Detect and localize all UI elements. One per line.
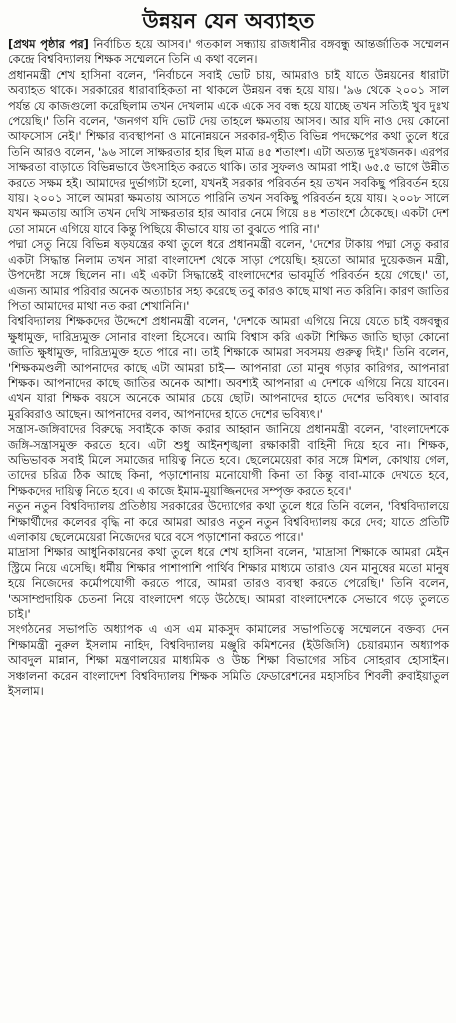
paragraph-4: বিশ্ববিদ্যালয় শিক্ষকদের উদ্দেশে প্রধানমন্ত্রী বলেন, 'দেশকে আমরা এগিয়ে নিয়ে যেতে চাই বঙ্গবন্ধুর ক্ষুধামুক্ত, দারিদ্র্যমুক্ত সোনার বাংলা হিসেবে। আমি বিশ্বাস করি একটা শিক্ষিত জাতি ছাড়া কোনো জাতি ক্ষুধামুক্ত, দারিদ্র্যমুক্ত হতে পারে না। তাই শিক্ষাকে আমরা সবসময় গুরুত্ব দিই।' তিনি বলেন, 'শিক্ষকমণ্ডলী আপনাদের কাছে এটা আমরা চাই— আপনারা তো মানুষ গড়ার কারিগর, আপনারা শিক্ষক। আপনাদের কাছে জাতির অনেক আশা। অবশ্যই আপনারা এ দেশকে এগিয়ে নিয়ে যাবেন। এখন যারা শিক্ষক বয়সে অনেকে আমার চেয়ে ছোট। আপনাদের হাতে দেশের ভবিষ্যৎ। আবার মুরব্বিরাও আছেন। আপনাদের বলব, আপনাদের হাতে দেশের ভবিষ্যৎ।': [8, 314, 449, 421]
paragraph-2: প্রধানমন্ত্রী শেখ হাসিনা বলেন, 'নির্বাচনে সবাই ভোট চায়, আমরাও চাই যাতে উন্নয়নের ধারাটা অব্যাহত থাকে। সরকারের ধারাবাহিকতা না থাকলে উন্নয়ন বন্ধ হয়ে যায়। '৯৬ থেকে ২০০১ সাল পর্যন্ত যে কাজগুলো করেছিলাম তখন দেখলাম একে একে সব বন্ধ হয়ে যাচ্ছে তখন সত্যিই খুব দুঃখ পেয়েছি।' তিনি বলেন, 'জনগণ যদি ভোট দেয় তাহলে ক্ষমতায় আসব। আর যদি নাও দেয় কোনো আফসোস নেই।' শিক্ষার ব্যবস্থাপনা ও মানোন্নয়নে সরকার-গৃহীত বিভিন্ন পদক্ষেপের কথা তুলে ধরে তিনি আরও বলেন, '৯৬ সালে সাক্ষরতার হার ছিল মাত্র ৪৫ শতাংশ। এটা অত্যন্ত দুঃখজনক। এরপর সাক্ষরতা বাড়াতে বিভিন্নভাবে উৎসাহিত করতে থাকি। তার সুফলও আমরা পাই। ৬৫.৫ ভাগে উন্নীত করতে সক্ষম হই। আমাদের দুর্ভাগ্যটা হলো, যখনই সরকার পরিবর্তন হয় তখন সবকিছু পরিবর্তন হয়ে যায়। ২০০১ সালে আমরা ক্ষমতায় আসতে পারিনি তখন সবকিছু পরিবর্তন হয়ে যায়। ২০০৮ সালে যখন ক্ষমতায় আসি তখন দেখি সাক্ষরতার হার আবার নেমে গিয়ে ৪৪ শতাংশে ঠেকেছে। একটা দেশ তো সামনে এগিয়ে যাবে কিন্তু পিছিয়ে কীভাবে যায় তা বুঝতে পারি না।': [8, 67, 450, 236]
article-body: [8, 37, 449, 699]
paragraph-8: সংগঠনের সভাপতি অধ্যাপক এ এস এম মাকসুদ কামালের সভাপতিত্বে সম্মেলনে বক্তব্য দেন শিক্ষামন্ত্রী নুরুল ইসলাম নাহিদ, বিশ্ববিদ্যালয় মঞ্জুরি কমিশনের (ইউজিসি) চেয়ারম্যান অধ্যাপক আবদুল মান্নান, শিক্ষা মন্ত্রণালয়ের মাধ্যমিক ও উচ্চ শিক্ষা বিভাগের সচিব সোহরাব হোসাইন। সঞ্চালনা করেন বাংলাদেশ বিশ্ববিদ্যালয় শিক্ষক সমিতি ফেডারেশনের মহাসচিব শিবলী রুবাইয়াতুল ইসলাম।: [8, 622, 449, 699]
paragraph-5: সন্ত্রাস-জঙ্গিবাদের বিরুদ্ধে সবাইকে কাজ করার আহ্বান জানিয়ে প্রধানমন্ত্রী বলেন, 'বাংলাদেশকে জঙ্গি-সন্ত্রাসমুক্ত করতে হবে। এটা শুধু আইনশৃঙ্খলা রক্ষাকারী বাহিনী দিয়ে হবে না। শিক্ষক, অভিভাবক সবাই মিলে সমাজের দায়িত্ব নিতে হবে। ছেলেমেয়েরা কার সঙ্গে মিশল, কোথায় গেল, তাদের চরিত্র ঠিক আছে কিনা, পড়াশোনায় মনোযোগী কিনা তা কিন্তু বাবা-মাকে দেখতে হবে, শিক্ষকদের দায়িত্ব নিতে হবে। এ কাজে ইমাম-মুয়াজ্জিনদের সম্পৃক্ত করতে হবে।': [8, 422, 449, 498]
paragraph-1-text: নির্বাচিত হয়ে আসব।' গতকাল সন্ধ্যায় রাজধানীর বঙ্গবন্ধু আন্তর্জাতিক সম্মেলন কেন্দ্রে বিশ্ববিদ্যালয় শিক্ষক সম্মেলনে তিনি এ কথা বলেন।: [8, 37, 449, 67]
paragraph-3: পদ্মা সেতু নিয়ে বিভিন্ন ষড়যন্ত্রের কথা তুলে ধরে প্রধানমন্ত্রী বলেন, 'দেশের টাকায় পদ্মা সেতু করার একটা সিদ্ধান্ত নিলাম তখন সারা বাংলাদেশ থেকে সাড়া পেয়েছি। হয়তো আমার দুয়েকজন মন্ত্রী, উপদেষ্টা সঙ্গে ছিলেন না। এই একটা সিদ্ধান্তেই বাংলাদেশের ভাবমূর্তি পরিবর্তন হয়ে গেছে।' তা, এজন্য আমার পরিবার অনেক অত্যাচার সহ্য করেছে তবু কারও কাছে মাথা নত করিনি। কারণ জাতির পিতা আমাদের মাথা নত করা শেখানিনি।': [8, 237, 449, 313]
article-headline: উন্নয়ন যেন অব্যাহত: [142, 9, 315, 33]
paragraph-6: নতুন নতুন বিশ্ববিদ্যালয় প্রতিষ্ঠায় সরকারের উদ্যোগের কথা তুলে ধরে তিনি বলেন, 'বিশ্ববিদ্যালয়ে শিক্ষার্থীদের কলেবর বৃদ্ধি না করে আমরা আরও নতুন নতুন বিশ্ববিদ্যালয় করে দেব; যাতে প্রতিটি এলাকায় ছেলেমেয়েরা নিজেদের ঘরে বসে পড়াশোনা করতে পারে।': [8, 499, 449, 544]
paragraph-7: মাদ্রাসা শিক্ষার আধুনিকায়নের কথা তুলে ধরে শেখ হাসিনা বলেন, 'মাদ্রাসা শিক্ষাকে আমরা মেইন স্ট্রিমে নিয়ে এসেছি। ধর্মীয় শিক্ষার পাশাপাশি পার্থিব শিক্ষার মাধ্যমে তারাও যেন মানুষের মতো মানুষ হয়ে নিজেদের কর্মোপযোগী করতে পারে, আমরা তারও ব্যবস্থা করতে পেরেছি।' তিনি বলেন, 'অসাম্প্রদায়িক চেতনা নিয়ে বাংলাদেশ গড়ে উঠেছে। আমরা বাংলাদেশকে সেভাবে গড়ে তুলতে চাই।': [8, 545, 449, 622]
paragraph-1: [8, 37, 449, 68]
continuation-marker: [প্রথম পৃষ্ঠার পর]: [8, 37, 89, 51]
